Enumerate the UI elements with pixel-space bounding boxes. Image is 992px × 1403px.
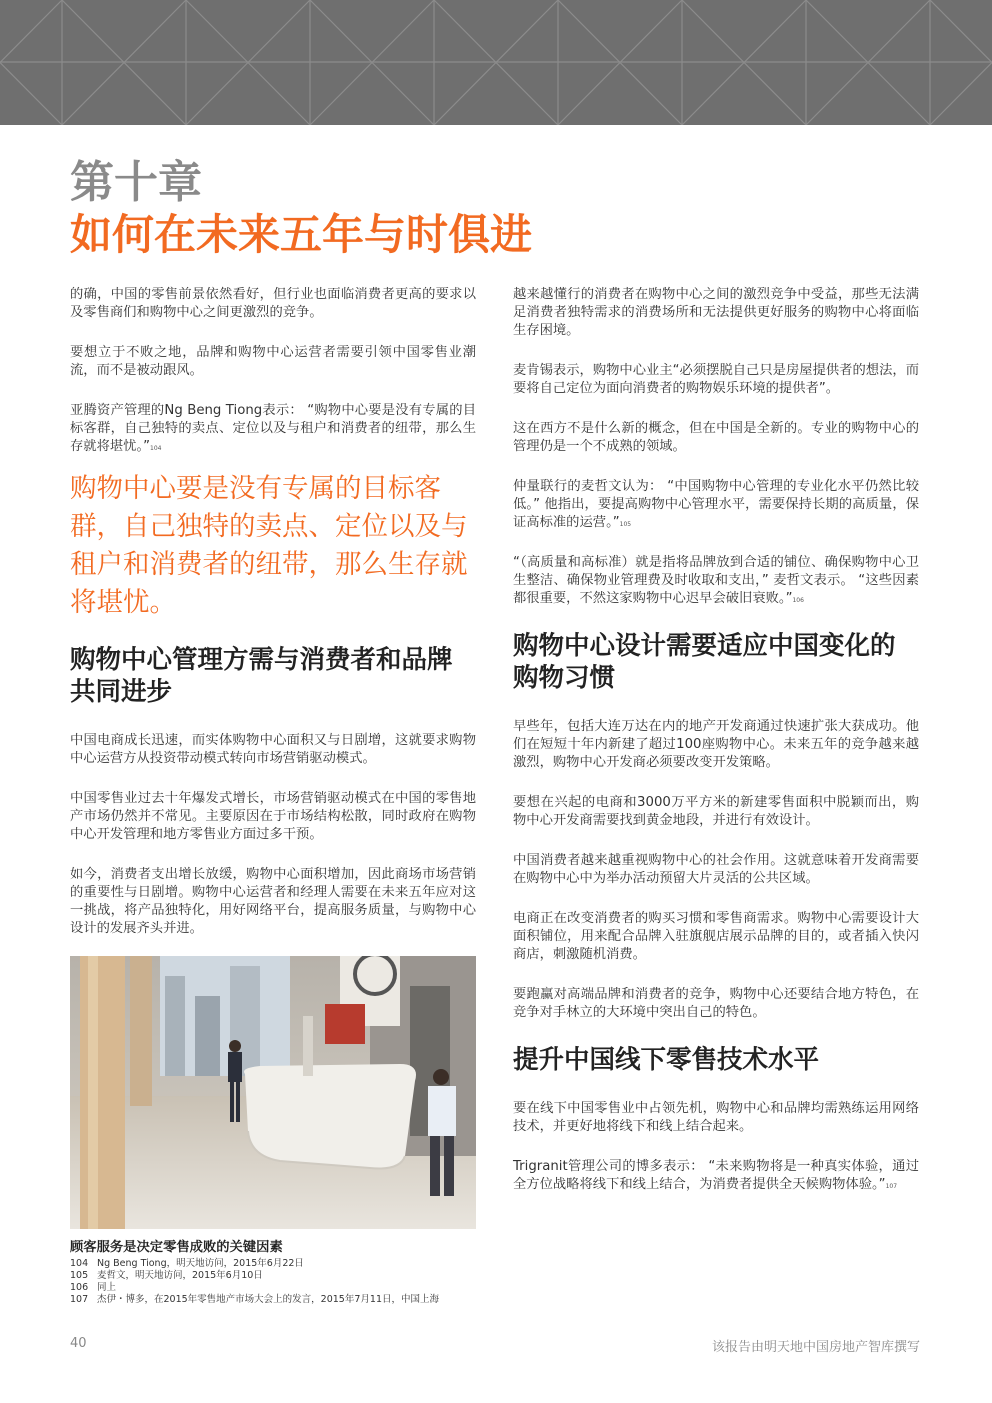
paragraph	[513, 1158, 919, 1194]
pull-quote: 购物中心要是没有专属的目标客群，自己独特的卖点、定位以及与租户和消费者的纽带，那么生存就将堪忧。	[70, 473, 468, 618]
banner-pattern	[0, 0, 992, 125]
footnote-text: 杰伊・博多，在2015年零售地产市场大会上的发言，2015年7月11日，中国上海	[97, 1294, 439, 1305]
footnote-number: 104	[70, 1258, 89, 1269]
footnote	[70, 1270, 490, 1282]
paragraph: 麦肯锡表示，购物中心业主“必须摆脱自己只是房屋提供者的想法，而要将自己定位为面向消费者的购物娱乐环境的提供者”。	[513, 363, 919, 396]
footnote-text: 同上	[97, 1282, 117, 1293]
paragraph	[70, 402, 476, 456]
paragraph: 早些年，包括大连万达在内的地产开发商通过快速扩张大获成功。他们在短短十年内新建了超过100座购物中心。未来五年的竞争越来越激烈，购物中心开发商必须要改变开发策略。	[513, 719, 919, 770]
footnote-ref: 104	[150, 445, 162, 452]
paragraph	[513, 478, 919, 532]
section-heading: 购物中心管理方需与消费者和品牌共同进步	[70, 645, 453, 707]
paragraph-text: 仲量联行的麦哲文认为： “中国购物中心管理的专业化水平仍然比较低。” 他指出，要提高购物中心管理水平，需要保持长期的高质量，保证高标准的运营。”	[513, 479, 919, 530]
paragraph: 要想在兴起的电商和3000万平方米的新建零售面积中脱颖而出，购物中心开发商需要找到黄金地段，并进行有效设计。	[513, 795, 919, 828]
paragraph: 要想立于不败之地，品牌和购物中心运营者需要引领中国零售业潮流，而不是被动跟风。	[70, 345, 476, 378]
footnote	[70, 1294, 490, 1306]
right-column	[513, 286, 919, 1216]
paragraph: 这在西方不是什么新的概念，但在中国是全新的。专业的购物中心的管理仍是一个不成熟的领域。	[513, 421, 919, 454]
header-banner	[0, 0, 992, 125]
photo-caption: 顾客服务是决定零售成败的关键因素	[70, 1240, 283, 1255]
paragraph: 中国零售业过去十年爆发式增长，市场营销驱动模式在中国的零售地产市场仍然并不常见。主要原因在于市场结构松散，同时政府在购物中心开发管理和地方零售业方面过多干预。	[70, 791, 476, 842]
mall-lobby-photo	[70, 956, 476, 1229]
footnote	[70, 1258, 490, 1270]
footnote-text: 麦哲文，明天地访问，2015年6月10日	[97, 1270, 263, 1281]
paragraph-text: Trigranit管理公司的博多表示： “未来购物将是一种真实体验，通过全方位战略将线下和线上结合，为消费者提供全天候购物体验。”	[513, 1159, 919, 1192]
paragraph	[513, 554, 919, 608]
footnotes	[70, 1258, 490, 1306]
section-heading: 购物中心设计需要适应中国变化的购物习惯	[513, 631, 896, 693]
paragraph-text: “（高质量和高标准）就是指将品牌放到合适的铺位、确保购物中心卫生整洁、确保物业管理费及时收取和支出，” 麦哲文表示。 “这些因素都很重要，不然这家购物中心迟早会破旧衰败。”	[513, 555, 919, 606]
chapter-title: 如何在未来五年与时俱进	[70, 210, 533, 259]
chapter-number: 第十章	[70, 157, 202, 208]
footnote-number: 105	[70, 1270, 89, 1281]
paragraph: 的确，中国的零售前景依然看好，但行业也面临消费者更高的要求以及零售商们和购物中心之间更激烈的竞争。	[70, 287, 476, 320]
footnote-text: Ng Beng Tiong，明天地访问，2015年6月22日	[97, 1258, 304, 1269]
paragraph: 中国消费者越来越重视购物中心的社会作用。这就意味着开发商需要在购物中心中为举办活动预留大片灵活的公共区域。	[513, 853, 919, 886]
footnote-ref: 106	[792, 597, 804, 604]
paragraph: 如今，消费者支出增长放缓，购物中心面积增加，因此商场市场营销的重要性与日剧增。购物中心运营者和经理人需要在未来五年应对这一挑战，将产品独特化，用好网络平台，提高服务质量，与购物中心设计的发展齐头并进。	[70, 867, 476, 936]
footnote-ref: 105	[619, 521, 632, 528]
paragraph: 中国电商成长迅速，而实体购物中心面积又与日剧增，这就要求购物中心运营方从投资带动模式转向市场营销驱动模式。	[70, 733, 476, 766]
paragraph: 电商正在改变消费者的购买习惯和零售商需求。购物中心需要设计大面积铺位，用来配合品牌入驻旗舰店展示品牌的目的，或者插入快闪商店，刺激随机消费。	[513, 911, 919, 962]
paragraph: 要在线下中国零售业中占领先机，购物中心和品牌均需熟练运用网络技术，并更好地将线下和线上结合起来。	[513, 1101, 919, 1134]
section-heading: 提升中国线下零售技术水平	[513, 1045, 820, 1075]
footnote-ref: 107	[885, 1183, 898, 1190]
paragraph-text: 亚腾资产管理的Ng Beng Tiong表示： “购物中心要是没有专属的目标客群，自己独特的卖点、定位以及与租户和消费者的纽带，那么生存就将堪忧。”	[70, 403, 476, 454]
left-column	[70, 286, 476, 1257]
page-number: 40	[70, 1336, 87, 1351]
footnote-number: 106	[70, 1282, 89, 1293]
paragraph: 越来越懂行的消费者在购物中心之间的激烈竞争中受益，那些无法满足消费者独特需求的消费场所和无法提供更好服务的购物中心将面临生存困境。	[513, 287, 919, 338]
footer-credit: 该报告由明天地中国房地产智库撰写	[711, 1340, 920, 1355]
footnote-number: 107	[70, 1294, 89, 1305]
paragraph: 要跑赢对高端品牌和消费者的竞争，购物中心还要结合地方特色，在竞争对手林立的大环境中突出自己的特色。	[513, 987, 919, 1020]
footnote	[70, 1282, 490, 1294]
